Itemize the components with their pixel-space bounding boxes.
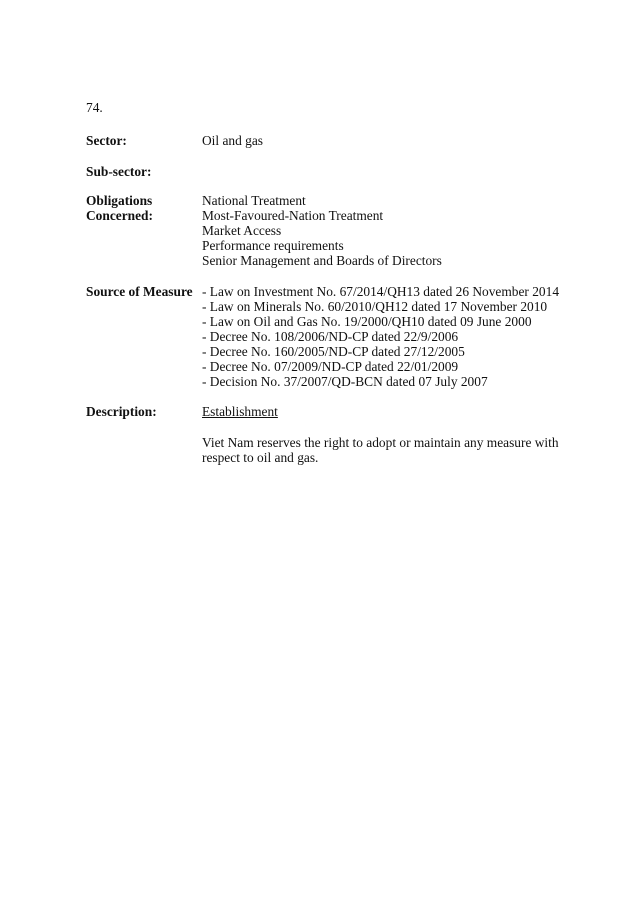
obligations-label bbox=[86, 193, 153, 223]
source-item: - Law on Investment No. 67/2014/QH13 dated 26 November 2014 bbox=[202, 284, 560, 299]
description-label: Description: bbox=[86, 404, 157, 419]
description-text: Viet Nam reserves the right to adopt or maintain any measure with respect to oil and gas. bbox=[202, 435, 559, 465]
obligation-item: National Treatment bbox=[202, 193, 306, 208]
obligation-item: Market Access bbox=[202, 223, 282, 238]
obligation-item: Performance requirements bbox=[202, 238, 344, 253]
source-label: Source of Measure bbox=[86, 284, 193, 299]
obligations-list bbox=[202, 193, 442, 268]
source-item: - Decree No. 108/2006/ND-CP dated 22/9/2006 bbox=[202, 329, 459, 344]
obligations-label-line: Concerned: bbox=[86, 208, 153, 223]
obligations-label-line: Obligations bbox=[86, 193, 153, 208]
source-item: - Decision No. 37/2007/QD-BCN dated 07 July 2007 bbox=[202, 374, 488, 389]
source-item: - Decree No. 07/2009/ND-CP dated 22/01/2009 bbox=[202, 359, 459, 374]
source-item: - Law on Oil and Gas No. 19/2000/QH10 dated 09 June 2000 bbox=[202, 314, 532, 329]
obligation-item: Senior Management and Boards of Directors bbox=[202, 253, 442, 268]
source-item: - Decree No. 160/2005/ND-CP dated 27/12/2005 bbox=[202, 344, 465, 359]
sector-label: Sector: bbox=[86, 133, 127, 148]
sub-sector-label: Sub-sector: bbox=[86, 164, 152, 179]
source-list bbox=[202, 284, 559, 389]
obligation-item: Most-Favoured-Nation Treatment bbox=[202, 208, 384, 223]
sector-value: Oil and gas bbox=[202, 133, 263, 148]
description-heading: Establishment bbox=[202, 404, 278, 419]
source-item: - Law on Minerals No. 60/2010/QH12 dated 17 November 2010 bbox=[202, 299, 548, 314]
entry-number: 74. bbox=[86, 100, 103, 115]
